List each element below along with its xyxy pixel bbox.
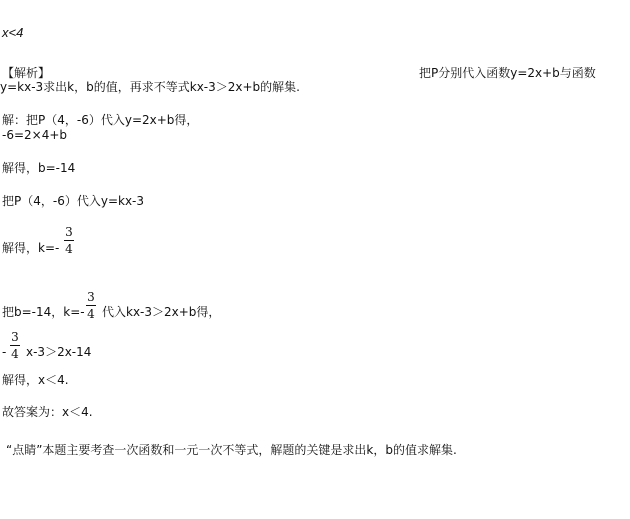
answer-text: x<4 [2, 25, 24, 40]
fraction-numerator: 3 [65, 225, 73, 239]
bk-fraction [86, 290, 96, 321]
intro-line-2: y=kx-3求出k，b的值，再求不等式kx-3＞2x+b的解集. [0, 80, 300, 94]
fraction-denominator: 4 [87, 307, 95, 321]
inequality-fraction [10, 330, 20, 361]
x-result: 解得，x＜4. [2, 373, 69, 387]
k-result-prefix: 解得，k=- [2, 241, 60, 255]
inequality-sign: - [2, 345, 7, 359]
inequality-suffix: x-3＞2x-14 [26, 345, 92, 359]
fraction-bar [64, 240, 74, 241]
substitute-p-line: 把P（4，-6）代入y=kx-3 [2, 194, 145, 208]
intro-line-1: 把P分别代入函数y=2x+b与函数 [419, 66, 596, 80]
substitute-bk-prefix: 把b=-14，k=- [2, 305, 85, 319]
dianjing-comment: “点睛”本题主要考查一次函数和一元一次不等式，解题的关键是求出k，b的值求解集. [6, 443, 457, 457]
fraction-numerator: 3 [11, 330, 19, 344]
jiexi-label: 【解析】 [2, 66, 51, 80]
fraction-bar [10, 345, 20, 346]
fraction-numerator: 3 [87, 290, 95, 304]
k-fraction [64, 225, 74, 256]
fraction-denominator: 4 [11, 347, 19, 361]
solve-line-1: 解：把P（4，-6）代入y=2x+b得， [2, 113, 199, 127]
solve-line-2: -6=2×4+b [2, 128, 68, 142]
fraction-bar [86, 305, 96, 306]
final-answer: 故答案为：x＜4. [2, 405, 93, 419]
b-result: 解得，b=-14 [2, 161, 76, 175]
fraction-denominator: 4 [65, 242, 73, 256]
substitute-bk-suffix: 代入kx-3＞2x+b得， [102, 305, 221, 319]
